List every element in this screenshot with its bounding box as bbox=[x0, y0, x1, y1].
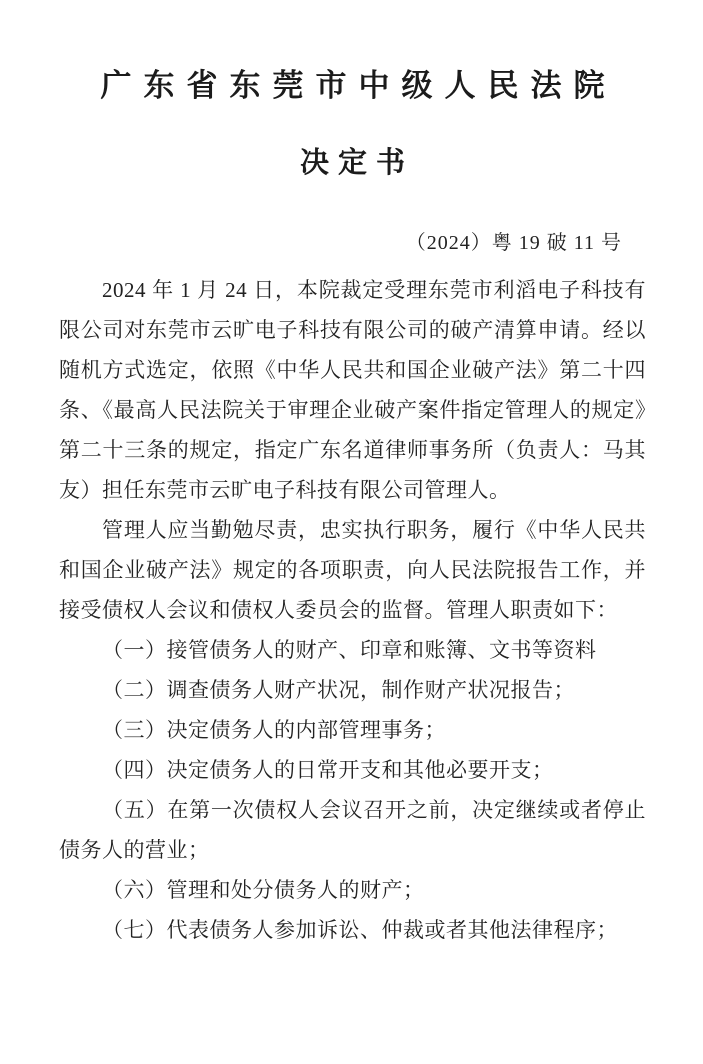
duty-item-2: （二）调查债务人财产状况，制作财产状况报告； bbox=[102, 678, 576, 702]
duty-item-1: （一）接管债务人的财产、印章和账簿、文书等资料 bbox=[102, 638, 597, 662]
duty-item-6: （六）管理和处分债务人的财产； bbox=[102, 878, 425, 902]
duty-item-7: （七）代表债务人参加诉讼、仲裁或者其他法律程序； bbox=[102, 918, 619, 942]
duty-item-4: （四）决定债务人的日常开支和其他必要开支； bbox=[102, 758, 554, 782]
court-name-title: 广东省东莞市中级人民法院 bbox=[100, 68, 617, 103]
case-number: （2024）粤 19 破 11 号 bbox=[405, 232, 622, 254]
duty-item-3: （三）决定债务人的内部管理事务； bbox=[102, 718, 447, 742]
duty-item-5: （五）在第一次债权人会议召开之前，决定继续或者停止债务人的营业； bbox=[59, 798, 646, 862]
document-type-title: 决定书 bbox=[299, 147, 414, 179]
paragraph-administrator-duties-intro: 管理人应当勤勉尽责，忠实执行职务，履行《中华人民共和国企业破产法》规定的各项职责，向人民法院报告工作，并接受债权人会议和债权人委员会的监督。管理人职责如下： bbox=[59, 518, 646, 622]
document-body bbox=[59, 270, 646, 950]
court-decision-page bbox=[0, 68, 703, 1064]
paragraph-ruling-intro: 2024 年 1 月 24 日，本院裁定受理东莞市利滔电子科技有限公司对东莞市云旷电子科技有限公司的破产清算申请。经以随机方式选定，依照《中华人民共和国企业破产法》第二十四条、《最高人民法院关于审理企业破产案件指定管理人的规定》第二十三条的规定，指定广东名道律师事务所（负责人：马其友）担任东莞市云旷电子科技有限公司管理人。 bbox=[59, 278, 646, 502]
